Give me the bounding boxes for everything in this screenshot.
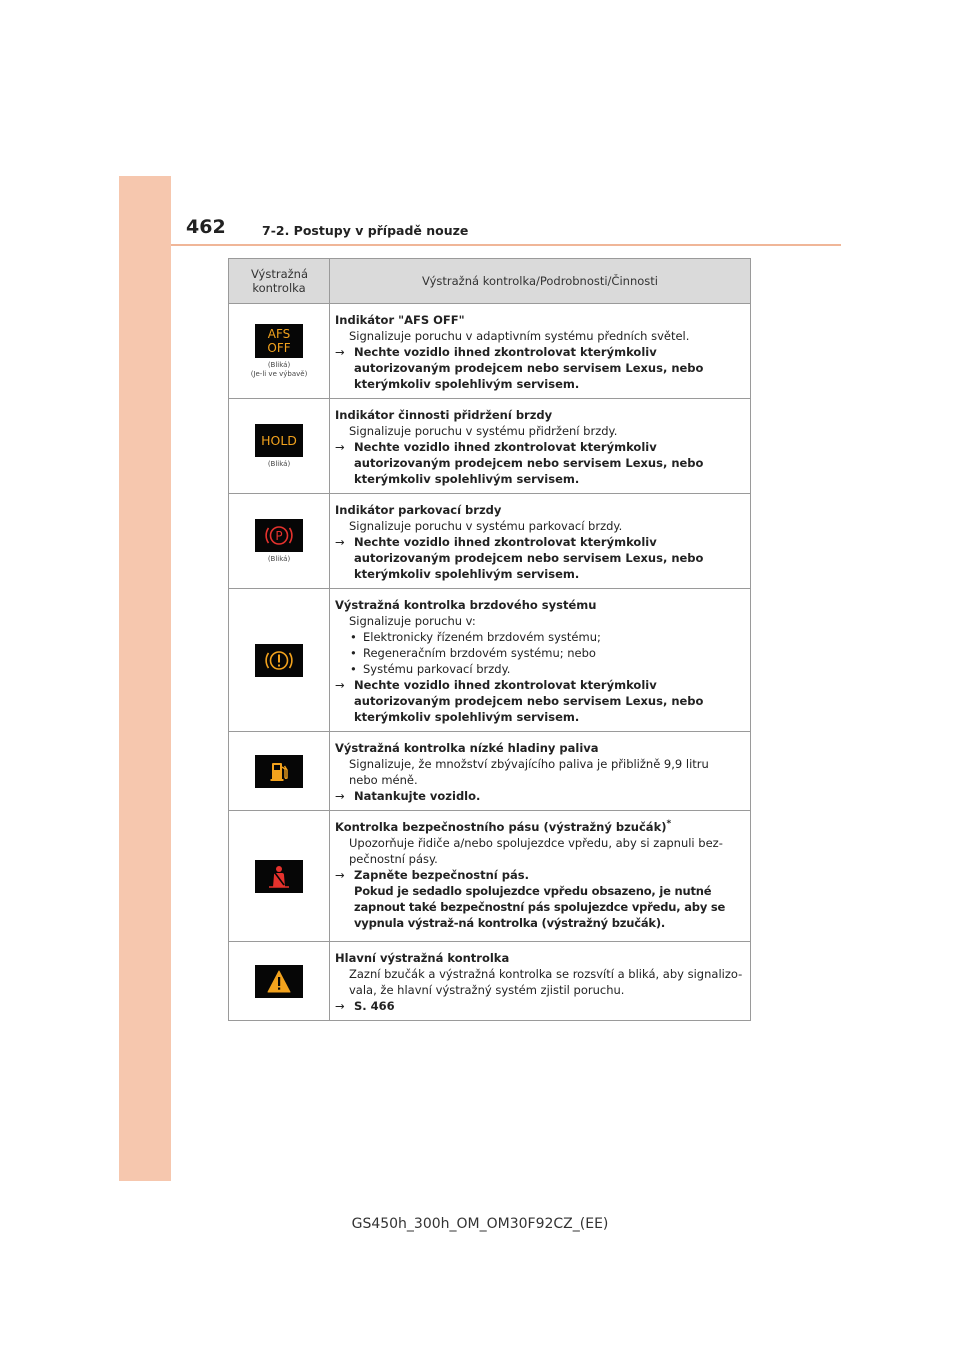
- lamp-cell: [229, 811, 330, 942]
- header-divider: [171, 244, 841, 246]
- row-title-text: Kontrolka bezpečnostního pásu (výstražný bzučák): [335, 820, 667, 834]
- table-row: [229, 304, 751, 399]
- table-row: [229, 942, 751, 1021]
- row-action-text: Nechte vozidlo ihned zkontrolovat kterýmkoliv autorizovaným prodejcem nebo servisem Lexus, nebo kterýmkoliv spolehlivým servisem.: [354, 440, 704, 486]
- row-action-text: Zapněte bezpečnostní pás.: [354, 868, 529, 882]
- details-cell: [330, 399, 751, 494]
- details-cell: [330, 589, 751, 732]
- table-row: [229, 589, 751, 732]
- lamp-label-off: OFF: [267, 340, 291, 355]
- row-action-text: Nechte vozidlo ihned zkontrolovat kterýmkoliv autorizovaným prodejcem nebo servisem Lexus, nebo kterýmkoliv spolehlivým servisem.: [354, 535, 704, 581]
- details-cell: [330, 942, 751, 1021]
- details-cell: [330, 304, 751, 399]
- details-cell: [330, 494, 751, 589]
- arrow-icon: →: [335, 868, 345, 882]
- afs-off-lamp-icon: [255, 324, 303, 358]
- lamp-cell: [229, 399, 330, 494]
- lamp-caption: (Bliká): [267, 459, 291, 468]
- row-title: Indikátor "AFS OFF": [335, 313, 465, 327]
- lamp-caption: (Bliká): [267, 360, 291, 369]
- low-fuel-icon: [255, 755, 303, 788]
- row-title: Indikátor parkovací brzdy: [335, 503, 502, 517]
- master-warning-icon: [255, 965, 303, 998]
- seatbelt-reminder-icon: [255, 860, 303, 893]
- arrow-icon: →: [335, 535, 345, 549]
- row-title: Hlavní výstražná kontrolka: [335, 951, 510, 965]
- row-action[interactable]: [335, 998, 746, 1014]
- row-title: Výstražná kontrolka nízké hladiny paliva: [335, 741, 599, 755]
- row-description: Signalizuje poruchu v:: [349, 614, 476, 628]
- list-item-text: Elektronicky řízeném brzdovém systému;: [363, 630, 601, 644]
- svg-text:P: P: [275, 528, 283, 543]
- hold-lamp-icon: [255, 424, 303, 457]
- warning-lights-table: [228, 258, 751, 1021]
- row-action: [335, 788, 746, 804]
- row-action-text: Nechte vozidlo ihned zkontrolovat kterýmkoliv autorizovaným prodejcem nebo servisem Lexus, nebo kterýmkoliv spolehlivým servisem.: [354, 345, 704, 391]
- list-item-text: Regeneračním brzdovém systému; nebo: [363, 646, 596, 660]
- list-item: • Regeneračním brzdovém systému; nebo: [350, 646, 596, 660]
- row-description: Signalizuje poruchu v systému parkovací brzdy.: [349, 519, 623, 533]
- row-action: [335, 534, 746, 582]
- row-description: Signalizuje, že množství zbývajícího paliva je přibližně 9,9 litru nebo méně.: [349, 757, 709, 787]
- lamp-cell: [229, 304, 330, 399]
- details-cell: [330, 811, 751, 942]
- arrow-icon: →: [335, 999, 345, 1013]
- chapter-sidebar-tab: [119, 176, 171, 1181]
- list-item-text: Systému parkovací brzdy.: [363, 662, 511, 676]
- table-row: [229, 399, 751, 494]
- table-header-row: [229, 259, 751, 304]
- lamp-cell: [229, 589, 330, 732]
- lamp-label-hold: HOLD: [261, 432, 297, 448]
- row-action: [335, 344, 746, 392]
- row-action: [335, 439, 746, 487]
- table-row: [229, 732, 751, 811]
- list-item: • Systému parkovací brzdy.: [350, 662, 511, 676]
- list-item: • Elektronicky řízeném brzdovém systému;: [350, 630, 601, 644]
- document-footer: GS450h_300h_OM_OM30F92CZ_(EE): [351, 1216, 609, 1232]
- lamp-cell: [229, 732, 330, 811]
- lamp-cell: [229, 494, 330, 589]
- row-title: [335, 819, 746, 835]
- details-cell: [330, 732, 751, 811]
- arrow-icon: →: [335, 678, 345, 692]
- table-row: [229, 811, 751, 942]
- page-number: 462: [186, 216, 226, 238]
- row-action: [335, 677, 746, 725]
- row-description: Signalizuje poruchu v adaptivním systému předních světel.: [349, 329, 690, 343]
- section-title: 7-2. Postupy v případě nouze: [262, 223, 469, 238]
- column-header-lamp: Výstražná kontrolka: [229, 259, 330, 304]
- lamp-label-afs: AFS: [267, 326, 291, 341]
- row-title: Indikátor činnosti přidržení brzdy: [335, 408, 553, 422]
- row-title: Výstražná kontrolka brzdového systému: [335, 598, 597, 612]
- row-action-text: Nechte vozidlo ihned zkontrolovat kterýmkoliv autorizovaným prodejcem nebo servisem Lexus, nebo kterýmkoliv spolehlivým servisem.: [354, 678, 704, 724]
- row-action: [335, 867, 746, 883]
- row-description: Upozorňuje řidiče a/nebo spolujezdce vpředu, aby si zapnuli bez-pečnostní pásy.: [349, 836, 723, 866]
- parking-brake-icon: [255, 519, 303, 552]
- row-description: Zazní bzučák a výstražná kontrolka se rozsvítí a bliká, aby signalizo-vala, že hlavní výstražný systém zjistil poruchu.: [349, 967, 743, 997]
- lamp-caption: (Bliká): [267, 554, 291, 563]
- row-description: Signalizuje poruchu v systému přidržení brzdy.: [349, 424, 618, 438]
- arrow-icon: →: [335, 789, 345, 803]
- arrow-icon: →: [335, 440, 345, 454]
- column-header-details: Výstražná kontrolka/Podrobnosti/Činnosti: [330, 259, 751, 304]
- row-action-text: Natankujte vozidlo.: [354, 789, 481, 803]
- lamp-cell: [229, 942, 330, 1021]
- brake-system-warning-icon: [255, 644, 303, 677]
- table-row: [229, 494, 751, 589]
- footnote-star: *: [666, 819, 672, 830]
- page-reference-link[interactable]: S. 466: [354, 999, 395, 1013]
- row-action-continuation: Pokud je sedadlo spolujezdce vpředu obsazeno, je nutné zapnout také bezpečnostní pás spolujezdce vpředu, aby se vypnula výstraž-ná kontrolka (výstražný bzučák).: [354, 884, 726, 930]
- arrow-icon: →: [335, 345, 345, 359]
- lamp-caption-equipment: (Je-li ve výbavě): [250, 369, 308, 378]
